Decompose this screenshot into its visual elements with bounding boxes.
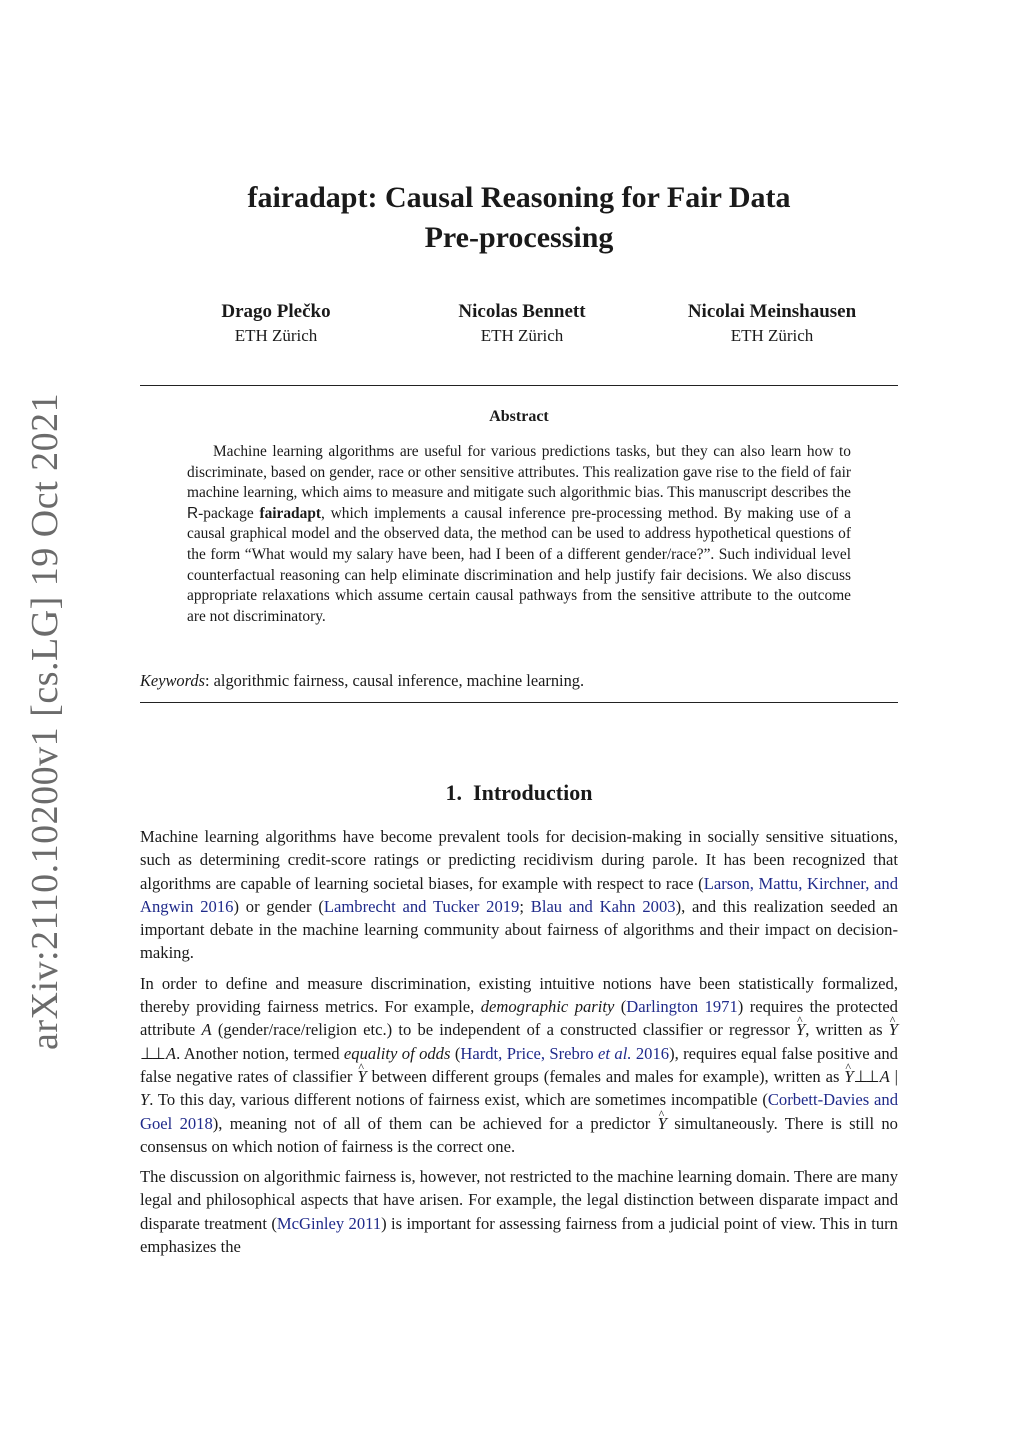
text: ) requires the protected attribute	[140, 997, 898, 1040]
text: . Another notion, termed	[176, 1043, 344, 1063]
abstract-package-name: fairadapt	[259, 504, 322, 522]
author-2	[402, 300, 642, 348]
text: ) or gender (	[233, 896, 324, 916]
abstract-body	[187, 442, 851, 627]
author-1	[156, 300, 396, 348]
citation-link[interactable]: Darlington 1971	[626, 997, 738, 1017]
citation-link[interactable]: Lambrecht and Tucker 2019	[323, 896, 520, 916]
math-symbol: |	[889, 1066, 899, 1086]
text: The discussion on algorithmic fairness is, however, not restricted to the machine learning domain. There are many legal and philosophical aspects that have arisen. For example, the legal distinction between disparate impact and disparate treatment (	[140, 1167, 898, 1233]
section-title: Introduction	[473, 780, 593, 805]
text: simultaneously. There is still no consensus on which notion of fairness is the correct one.	[140, 1113, 898, 1156]
keywords-line	[140, 670, 898, 692]
title-line2: Pre-processing	[424, 221, 614, 254]
author-name: Nicolai Meinshausen	[687, 301, 857, 322]
author-3	[652, 300, 892, 348]
abstract-text: , which implements a causal inference pre-processing method. By making use of a causal graphical model and the observed data, the method can be used to address hypothetical questions of the form “What would my salary have been, had I been of a different gender/race?”. Such individual level counterfactual reasoning can help eliminate discrimination and help justify fair decisions. We also discuss appropriate relaxations which assume certain causal pathways from the sensitive attribute to the outcome are not discriminatory.	[187, 504, 851, 625]
math-symbol: ^ Y	[357, 1065, 366, 1088]
citation-link[interactable]: Blau and Kahn 2003	[530, 896, 676, 916]
text: ;	[519, 896, 531, 916]
independence-symbol: ⊥⊥	[853, 1066, 877, 1086]
keywords-label: Keywords	[140, 671, 205, 690]
author-affiliation: ETH Zürich	[234, 326, 318, 345]
math-symbol: ^ Y	[658, 1112, 667, 1135]
author-block	[140, 300, 898, 360]
text: ), and this realization seeded an important debate in the machine learning community about fairness of algorithms and their impact on decision-making.	[140, 896, 898, 963]
citation-text: et al.	[598, 1043, 632, 1063]
text: ), requires equal false positive and false negative rates of classifier	[140, 1043, 898, 1086]
text: between different groups (females and males for example), written as	[366, 1066, 845, 1086]
text: (	[450, 1043, 461, 1063]
math-symbol: A	[165, 1043, 177, 1063]
section-number: 1.	[445, 780, 463, 805]
paragraph-2	[140, 972, 898, 1158]
abstract-top-rule	[140, 385, 898, 386]
abstract-r-letter: R	[187, 504, 199, 522]
math-symbol: A	[879, 1066, 890, 1086]
abstract-heading: Abstract	[489, 408, 549, 425]
abstract-bottom-rule	[140, 702, 898, 703]
title-line1: Causal Reasoning for Fair Data	[384, 181, 791, 214]
author-name: Nicolas Bennett	[458, 301, 586, 322]
abstract-text: Machine learning algorithms are useful for various predictions tasks, but they can also learn how to discriminate, based on gender, race or other sensitive attributes. This realization gave rise to the field of fair machine learning, which aims to measure and mitigate such algorithmic bias. This manuscript describes the	[187, 443, 851, 502]
section-heading	[140, 778, 898, 808]
math-symbol: A	[201, 1020, 212, 1040]
abstract-text: -package	[198, 504, 260, 522]
author-name: Drago Plečko	[221, 301, 331, 322]
citation-link[interactable]: Larson, Mattu, Kirchner, and Angwin 2016	[140, 873, 899, 916]
text: (	[614, 997, 627, 1017]
text: Machine learning algorithms have become prevalent tools for decision-making in socially sensitive situations, such as determining credit-score ratings or predicting recidivism during parole. It has been recognized that algorithms are capable of learning societal biases, for example with respect to race (	[140, 827, 898, 893]
keywords-text: : algorithmic fairness, causal inference, machine learning.	[204, 671, 585, 690]
text: (gender/race/religion etc.) to be independent of a constructed classifier or regressor	[211, 1020, 796, 1040]
author-affiliation: ETH Zürich	[730, 326, 814, 345]
text: . To this day, various different notions of fairness exist, which are sometimes incompatible (	[149, 1090, 768, 1110]
math-symbol: ^ Y	[844, 1065, 853, 1088]
math-symbol: Y	[140, 1090, 150, 1110]
math-symbol: ^ Y	[889, 1018, 898, 1041]
emphasis-term: equality of odds	[343, 1043, 451, 1063]
paragraph-3	[140, 1165, 898, 1258]
text: ), meaning not of all of them can be achieved for a predictor	[212, 1113, 658, 1133]
text: In order to define and measure discrimination, existing intuitive notions have been statistically formalized, thereby providing fairness metrics. For example,	[140, 973, 898, 1017]
text: ) is important for assessing fairness from a judicial point of view. This in turn emphasizes the	[140, 1213, 898, 1257]
section-body	[140, 825, 898, 1265]
citation-link[interactable]: Corbett-Davies and Goel 2018	[140, 1090, 898, 1133]
citation-text: Hardt, Price, Srebro	[460, 1043, 599, 1063]
math-symbol: ^ Y	[796, 1018, 805, 1041]
independence-symbol: ⊥⊥	[140, 1043, 163, 1063]
paper-title	[140, 178, 898, 258]
citation-link[interactable]	[460, 1044, 669, 1063]
citation-text: 2016	[631, 1043, 670, 1063]
text: , written as	[805, 1020, 889, 1040]
arxiv-side-stamp: arXiv:2110.10200v1 [cs.LG] 19 Oct 2021	[24, 392, 66, 1050]
author-affiliation: ETH Zürich	[480, 326, 564, 345]
citation-link[interactable]: McGinley 2011	[276, 1213, 382, 1233]
paragraph-1	[140, 825, 898, 965]
emphasis-term: demographic parity	[480, 997, 615, 1017]
title-package-name: fairadapt:	[247, 181, 378, 214]
